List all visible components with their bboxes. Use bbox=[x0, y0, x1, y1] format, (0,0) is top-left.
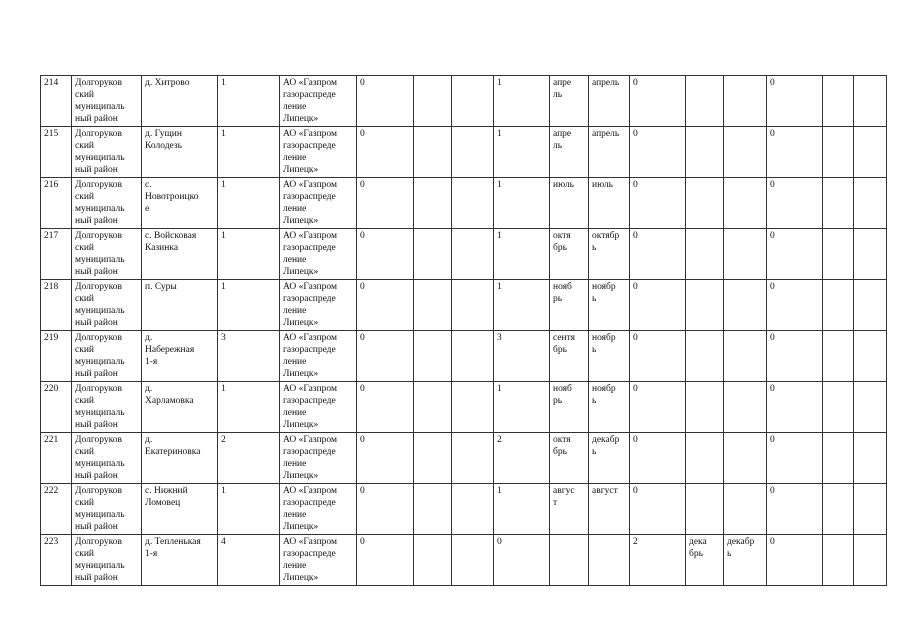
table-cell: АО «Газпром газораспреде ление Липецк» bbox=[280, 76, 357, 127]
table-row bbox=[41, 178, 887, 229]
table-cell bbox=[414, 331, 452, 382]
table-row bbox=[41, 76, 887, 127]
table-cell: 1 bbox=[218, 229, 280, 280]
table-cell bbox=[452, 331, 494, 382]
table-cell: ноябр ь bbox=[589, 331, 630, 382]
table-cell: Долгоруков ский муниципаль ный район bbox=[72, 178, 142, 229]
table-cell: 2 bbox=[218, 433, 280, 484]
table-cell: 221 bbox=[41, 433, 72, 484]
table-cell bbox=[854, 433, 887, 484]
table-cell: 1 bbox=[494, 229, 550, 280]
table-cell: д. Хитрово bbox=[142, 76, 218, 127]
table-cell: АО «Газпром газораспреде ление Липецк» bbox=[280, 382, 357, 433]
table-cell bbox=[823, 127, 854, 178]
table-cell: 0 bbox=[357, 331, 414, 382]
table-cell: 0 bbox=[630, 382, 686, 433]
table-cell: 1 bbox=[494, 382, 550, 433]
table-cell: 223 bbox=[41, 535, 72, 586]
table-cell: 0 bbox=[357, 229, 414, 280]
table-cell bbox=[589, 535, 630, 586]
data-table bbox=[40, 75, 887, 586]
table-cell bbox=[686, 433, 724, 484]
table-cell bbox=[686, 280, 724, 331]
table-cell bbox=[452, 229, 494, 280]
table-cell: 0 bbox=[357, 178, 414, 229]
table-cell bbox=[724, 280, 767, 331]
table-cell bbox=[854, 331, 887, 382]
table-cell: Долгоруков ский муниципаль ный район bbox=[72, 229, 142, 280]
table-cell bbox=[686, 178, 724, 229]
table-cell bbox=[724, 331, 767, 382]
table-cell: 1 bbox=[494, 127, 550, 178]
table-cell bbox=[823, 229, 854, 280]
table-cell: 1 bbox=[494, 76, 550, 127]
table-cell bbox=[452, 280, 494, 331]
table-cell bbox=[686, 484, 724, 535]
table-cell: Долгоруков ский муниципаль ный район bbox=[72, 76, 142, 127]
table-cell: 220 bbox=[41, 382, 72, 433]
table-cell: Долгоруков ский муниципаль ный район bbox=[72, 382, 142, 433]
table-cell bbox=[414, 229, 452, 280]
table-cell bbox=[686, 127, 724, 178]
table-cell: 0 bbox=[357, 76, 414, 127]
table-cell bbox=[414, 76, 452, 127]
table-cell: 0 bbox=[767, 229, 823, 280]
table-cell: 0 bbox=[630, 280, 686, 331]
table-cell: июль bbox=[550, 178, 589, 229]
table-cell: Долгоруков ский муниципаль ный район bbox=[72, 484, 142, 535]
table-cell: нояб рь bbox=[550, 382, 589, 433]
table-cell: 0 bbox=[767, 484, 823, 535]
table-cell bbox=[854, 535, 887, 586]
table-cell: 0 bbox=[357, 535, 414, 586]
table-cell bbox=[452, 484, 494, 535]
table-cell bbox=[686, 76, 724, 127]
table-cell bbox=[823, 382, 854, 433]
table-cell: 1 bbox=[218, 178, 280, 229]
table-cell: ноябр ь bbox=[589, 382, 630, 433]
table-cell bbox=[414, 535, 452, 586]
table-row bbox=[41, 433, 887, 484]
table-cell: нояб рь bbox=[550, 280, 589, 331]
table-cell: д. Гущин Колодезь bbox=[142, 127, 218, 178]
table-cell: Долгоруков ский муниципаль ный район bbox=[72, 433, 142, 484]
table-cell: с. Новотроицко е bbox=[142, 178, 218, 229]
table-cell: 0 bbox=[630, 331, 686, 382]
table-cell bbox=[414, 433, 452, 484]
table-cell: д. Екатериновка bbox=[142, 433, 218, 484]
table-cell: 218 bbox=[41, 280, 72, 331]
table-cell bbox=[823, 535, 854, 586]
table-cell bbox=[414, 178, 452, 229]
table-cell bbox=[414, 382, 452, 433]
table-cell: сентя брь bbox=[550, 331, 589, 382]
table-cell: п. Суры bbox=[142, 280, 218, 331]
table-cell: апрель bbox=[589, 127, 630, 178]
table-cell: с. Нижний Ломовец bbox=[142, 484, 218, 535]
table-cell: апрель bbox=[589, 76, 630, 127]
table-cell: 0 bbox=[630, 484, 686, 535]
table-cell bbox=[724, 127, 767, 178]
table-cell bbox=[550, 535, 589, 586]
table-cell bbox=[686, 382, 724, 433]
table-cell: АО «Газпром газораспреде ление Липецк» bbox=[280, 535, 357, 586]
table-cell bbox=[823, 178, 854, 229]
table-cell: д. Харламовка bbox=[142, 382, 218, 433]
table-cell bbox=[452, 127, 494, 178]
table-cell: 3 bbox=[494, 331, 550, 382]
table-cell: 0 bbox=[630, 76, 686, 127]
table-cell: октябр ь bbox=[589, 229, 630, 280]
table-cell: 0 bbox=[767, 382, 823, 433]
table-cell: Долгоруков ский муниципаль ный район bbox=[72, 331, 142, 382]
table-cell bbox=[452, 76, 494, 127]
table-cell bbox=[854, 229, 887, 280]
table-cell: 217 bbox=[41, 229, 72, 280]
table-cell bbox=[854, 127, 887, 178]
table-cell: 2 bbox=[630, 535, 686, 586]
table-cell bbox=[823, 331, 854, 382]
table-cell: 0 bbox=[767, 535, 823, 586]
table-body bbox=[41, 76, 887, 586]
table-cell: 0 bbox=[767, 76, 823, 127]
table-cell: 0 bbox=[767, 433, 823, 484]
table-cell: 216 bbox=[41, 178, 72, 229]
table-row bbox=[41, 382, 887, 433]
table-cell: декабр ь bbox=[589, 433, 630, 484]
table-cell: 0 bbox=[767, 331, 823, 382]
table-row bbox=[41, 127, 887, 178]
table-cell: октя брь bbox=[550, 433, 589, 484]
table-cell bbox=[686, 331, 724, 382]
table-cell bbox=[854, 382, 887, 433]
table-cell: 1 bbox=[218, 76, 280, 127]
table-cell: 0 bbox=[767, 127, 823, 178]
table-cell: апре ль bbox=[550, 76, 589, 127]
table-cell bbox=[823, 76, 854, 127]
table-cell: 0 bbox=[767, 280, 823, 331]
table-cell: 0 bbox=[630, 127, 686, 178]
table-row bbox=[41, 229, 887, 280]
table-cell: 0 bbox=[357, 127, 414, 178]
table-cell: д. Набережная 1-я bbox=[142, 331, 218, 382]
table-cell: АО «Газпром газораспреде ление Липецк» bbox=[280, 433, 357, 484]
table-cell bbox=[724, 433, 767, 484]
table-cell: 1 bbox=[494, 178, 550, 229]
table-cell: 1 bbox=[494, 280, 550, 331]
table-cell: декабр ь bbox=[724, 535, 767, 586]
table-cell: АО «Газпром газораспреде ление Липецк» bbox=[280, 127, 357, 178]
table-cell: 215 bbox=[41, 127, 72, 178]
table-cell: Долгоруков ский муниципаль ный район bbox=[72, 535, 142, 586]
table-cell bbox=[724, 382, 767, 433]
table-cell bbox=[724, 484, 767, 535]
table-cell bbox=[724, 229, 767, 280]
table-cell: июль bbox=[589, 178, 630, 229]
table-cell: 222 bbox=[41, 484, 72, 535]
table-cell: 1 bbox=[218, 484, 280, 535]
table-cell bbox=[452, 178, 494, 229]
table-cell bbox=[854, 178, 887, 229]
table-cell: авгус т bbox=[550, 484, 589, 535]
table-cell bbox=[823, 280, 854, 331]
table-cell bbox=[452, 433, 494, 484]
table-row bbox=[41, 331, 887, 382]
table-cell: Долгоруков ский муниципаль ный район bbox=[72, 127, 142, 178]
table-cell: 0 bbox=[767, 178, 823, 229]
table-cell bbox=[724, 178, 767, 229]
table-cell: АО «Газпром газораспреде ление Липецк» bbox=[280, 331, 357, 382]
table-cell: 219 bbox=[41, 331, 72, 382]
table-cell bbox=[854, 484, 887, 535]
table-cell bbox=[854, 76, 887, 127]
table-row bbox=[41, 535, 887, 586]
table-cell: 1 bbox=[218, 127, 280, 178]
table-cell: АО «Газпром газораспреде ление Липецк» bbox=[280, 484, 357, 535]
table-cell: 0 bbox=[630, 178, 686, 229]
table-cell: 1 bbox=[218, 382, 280, 433]
table-cell bbox=[686, 229, 724, 280]
table-cell: с. Войсковая Казинка bbox=[142, 229, 218, 280]
table-cell: 2 bbox=[494, 433, 550, 484]
table-cell bbox=[823, 433, 854, 484]
table-cell: АО «Газпром газораспреде ление Липецк» bbox=[280, 280, 357, 331]
table-row bbox=[41, 484, 887, 535]
table-cell: апре ль bbox=[550, 127, 589, 178]
table-cell bbox=[452, 382, 494, 433]
table-cell: 3 bbox=[218, 331, 280, 382]
table-cell: 214 bbox=[41, 76, 72, 127]
table-cell: август bbox=[589, 484, 630, 535]
table-cell bbox=[724, 76, 767, 127]
table-cell: 4 bbox=[218, 535, 280, 586]
table-cell: АО «Газпром газораспреде ление Липецк» bbox=[280, 178, 357, 229]
table-cell bbox=[854, 280, 887, 331]
table-cell: ноябр ь bbox=[589, 280, 630, 331]
table-cell: 0 bbox=[357, 433, 414, 484]
table-cell: 0 bbox=[357, 280, 414, 331]
table-cell: октя брь bbox=[550, 229, 589, 280]
table-cell bbox=[414, 127, 452, 178]
table-cell: дека брь bbox=[686, 535, 724, 586]
table-cell bbox=[452, 535, 494, 586]
table-cell: 1 bbox=[218, 280, 280, 331]
table-cell: 0 bbox=[357, 382, 414, 433]
table-cell bbox=[823, 484, 854, 535]
table-cell: 0 bbox=[357, 484, 414, 535]
table-cell bbox=[414, 280, 452, 331]
table-cell: АО «Газпром газораспреде ление Липецк» bbox=[280, 229, 357, 280]
table-cell: Долгоруков ский муниципаль ный район bbox=[72, 280, 142, 331]
table-cell: 0 bbox=[630, 229, 686, 280]
table-row bbox=[41, 280, 887, 331]
table-cell: 0 bbox=[630, 433, 686, 484]
table-cell bbox=[414, 484, 452, 535]
table-cell: 0 bbox=[494, 535, 550, 586]
table-cell: 1 bbox=[494, 484, 550, 535]
table-cell: д. Тепленькая 1-я bbox=[142, 535, 218, 586]
